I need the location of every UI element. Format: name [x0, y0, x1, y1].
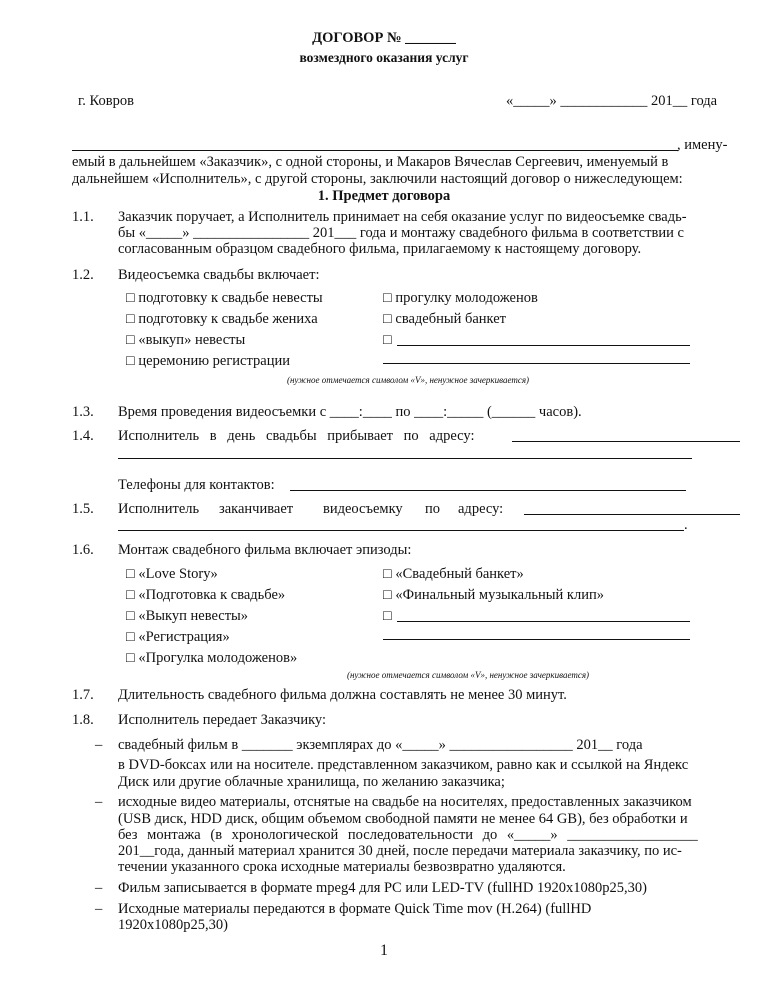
contract-date: «_____» ____________ 201__ года — [506, 93, 718, 109]
checkbox-item[interactable]: □ прогулку молодоженов — [383, 290, 538, 306]
clause-1-4-text: Исполнитель в день свадьбы прибывает по адресу: — [118, 428, 475, 444]
checkbox-item[interactable]: □ «Love Story» — [126, 566, 218, 582]
clause-1-5-word: заканчивает — [219, 501, 294, 517]
contract-title: ДОГОВОР № _______ — [312, 30, 456, 46]
checkbox-item[interactable]: □ «Выкуп невесты» — [126, 608, 249, 624]
address-line[interactable] — [118, 458, 692, 459]
custom-item-line[interactable] — [383, 363, 690, 364]
end-address-line[interactable] — [118, 530, 684, 531]
bullet-dash: – — [95, 880, 103, 896]
custom-item-line[interactable] — [383, 639, 690, 640]
checkbox-item[interactable]: □ «Подготовка к свадьбе» — [126, 587, 286, 603]
clause-1-5-word: адресу: — [458, 501, 504, 517]
clause-1-5-word: Исполнитель — [118, 501, 200, 517]
address-line[interactable] — [512, 441, 740, 442]
clause-number: 1.8. — [72, 712, 94, 728]
clause-1-5-word: по — [425, 501, 441, 517]
preamble-line-2: емый в дальнейшем «Заказчик», с одной стороны, и Макаров Вячеслав Сергеевич, именуемый в — [72, 154, 669, 170]
bullet-line: течении указанного срока исходные материалы безвозвратно удаляются. — [118, 859, 566, 875]
clause-1-5-word: видеосъемку — [323, 501, 403, 517]
clause-number: 1.3. — [72, 404, 94, 420]
checkbox-item[interactable]: □ церемонию регистрации — [126, 353, 290, 369]
clause-1-1-line-2: бы «_____» ________________ 201___ года и монтажу свадебного фильма в соответствии с — [118, 225, 684, 241]
customer-name-line — [72, 150, 678, 151]
section-1-title: 1. Предмет договора — [317, 188, 451, 204]
checkbox-note: (нужное отмечается символом «V», ненужное зачеркивается) — [286, 375, 530, 385]
bullet-line: 201__года, данный материал хранится 30 дней, после передачи материала заказчику, по ис- — [118, 843, 682, 859]
clause-1-1-line-1: Заказчик поручает, а Исполнитель принимает на себя оказание услуг по видеосъемке свадь- — [118, 209, 687, 225]
checkbox-note: (нужное отмечается символом «V», ненужное зачеркивается) — [346, 670, 590, 680]
clause-1-2-text: Видеосъемка свадьбы включает: — [118, 267, 320, 283]
bullet-line: 1920x1080p25,30) — [118, 917, 228, 933]
phones-label: Телефоны для контактов: — [118, 477, 275, 493]
preamble-line-3: дальнейшем «Исполнитель», с другой стороны, заключили настоящий договор о нижеследующем: — [72, 171, 683, 187]
bullet-line: свадебный фильм в _______ экземплярах до «_____» _________________ 201__ года — [118, 737, 643, 753]
checkbox-item[interactable]: □ «Прогулка молодоженов» — [126, 650, 298, 666]
bullet-line: (USB диск, HDD диск, общим объемом свободной памяти не менее 64 GB), без обработки и — [118, 811, 688, 827]
clause-1-3-text: Время проведения видеосъемки с ____:____ по ____:_____ (______ часов). — [118, 404, 582, 420]
checkbox-item[interactable]: □ «Регистрация» — [126, 629, 230, 645]
checkbox-item[interactable]: □ «Свадебный банкет» — [383, 566, 524, 582]
bullet-line: Диск или другие облачные хранилища, по желанию заказчика; — [118, 774, 505, 790]
clause-1-7-text: Длительность свадебного фильма должна составлять не менее 30 минут. — [118, 687, 567, 703]
contract-subtitle: возмездного оказания услуг — [299, 50, 469, 65]
checkbox-item[interactable]: □ «выкуп» невесты — [126, 332, 246, 348]
checkbox-custom[interactable]: □ — [383, 608, 392, 624]
checkbox-item[interactable]: □ подготовку к свадьбе жениха — [126, 311, 318, 327]
checkbox-item[interactable]: □ свадебный банкет — [383, 311, 507, 327]
end-address-line[interactable] — [524, 514, 740, 515]
bullet-dash: – — [95, 737, 103, 753]
bullet-line: Фильм записывается в формате mpeg4 для PC или LED-TV (fullHD 1920x1080p25,30) — [118, 880, 647, 896]
clause-1-1-line-3: согласованным образцом свадебного фильма, прилагаемому к настоящему договору. — [118, 241, 642, 257]
clause-1-6-text: Монтаж свадебного фильма включает эпизоды: — [118, 542, 412, 558]
preamble-end: , имену- — [677, 137, 728, 153]
custom-item-line[interactable] — [397, 621, 690, 622]
bullet-line: Исходные материалы передаются в формате Quick Time mov (H.264) (fullHD — [118, 901, 592, 917]
bullet-line: без монтажа (в хронологической последовательности до «_____» __________________ — [118, 827, 698, 843]
phones-line[interactable] — [290, 490, 686, 491]
clause-number: 1.5. — [72, 501, 94, 517]
clause-number: 1.6. — [72, 542, 94, 558]
bullet-line: в DVD-боксах или на носителе. представленном заказчиком, равно как и ссылкой на Яндекс — [118, 757, 689, 773]
clause-number: 1.4. — [72, 428, 94, 444]
clause-number: 1.2. — [72, 267, 94, 283]
checkbox-custom[interactable]: □ — [383, 332, 392, 348]
bullet-dash: – — [95, 794, 103, 810]
bullet-dash: – — [95, 901, 103, 917]
clause-1-8-text: Исполнитель передает Заказчику: — [118, 712, 327, 728]
custom-item-line[interactable] — [397, 345, 690, 346]
clause-number: 1.1. — [72, 209, 94, 225]
city: г. Ковров — [78, 93, 134, 109]
clause-number: 1.7. — [72, 687, 94, 703]
checkbox-item[interactable]: □ подготовку к свадьбе невесты — [126, 290, 323, 306]
clause-1-5-end: . — [684, 517, 688, 533]
bullet-line: исходные видео материалы, отснятые на свадьбе на носителях, предоставленных заказчиком — [118, 794, 692, 810]
page-number: 1 — [380, 942, 388, 959]
checkbox-item[interactable]: □ «Финальный музыкальный клип» — [383, 587, 604, 603]
